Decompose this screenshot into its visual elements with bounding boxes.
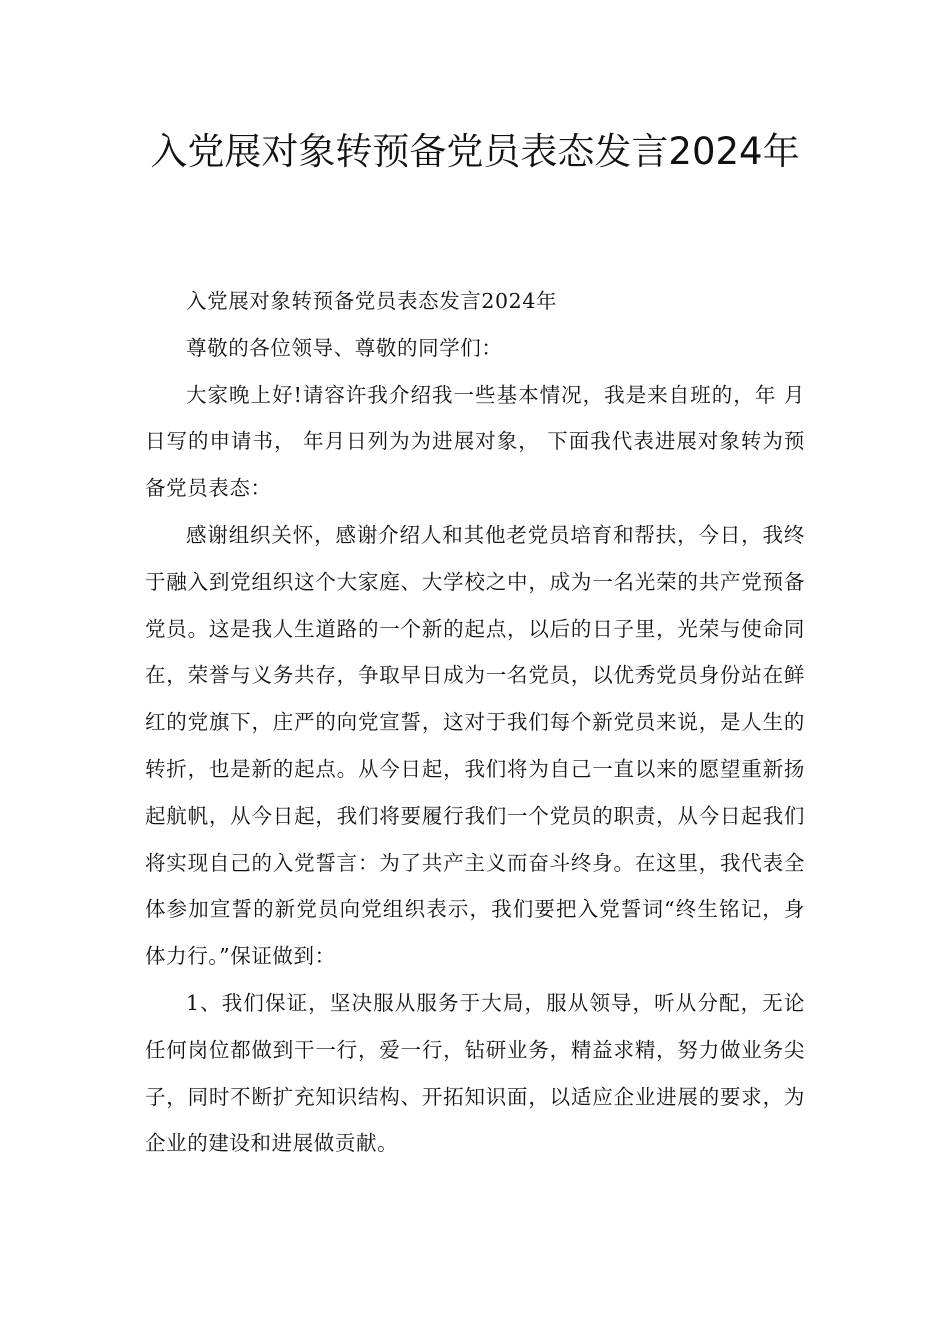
paragraph-gratitude: 感谢组织关怀，感谢介绍人和其他老党员培育和帮扶，今日，我终于融入到党组织这个大家庭、大学校之中，成为一名光荣的共产党预备党员。这是我人生道路的一个新的起点，以后的日子里，光荣与使命同在，荣誉与义务共存，争取早日成为一名党员，以优秀党员身份站在鲜红的党旗下，庄严的向党宣誓，这对于我们每个新党员来说，是人生的转折，也是新的起点。从今日起，我们将为自己一直以来的愿望重新扬起航帆，从今日起，我们将要履行我们一个党员的职责，从今日起我们将实现自己的入党誓言：为了共产主义而奋斗终身。在这里，我代表全体参加宣誓的新党员向党组织表示，我们要把入党誓词“终生铭记，身体力行。”保证做到： <box>145 522 805 969</box>
paragraph-heading-repeat: 入党展对象转预备党员表态发言2024年 <box>186 289 558 313</box>
paragraph-introduction: 大家晚上好!请容许我介绍我一些基本情况，我是来自班的，年 月 日写的申请书， 年月日列为为进展对象， 下面我代表进展对象转为预备党员表态： <box>145 382 805 501</box>
document-body <box>145 278 805 1167</box>
document-title: 入党展对象转预备党员表态发言2024年 <box>150 130 800 173</box>
paragraph-salutation: 尊敬的各位领导、尊敬的同学们： <box>186 335 503 360</box>
paragraph-pledge-1: 1、我们保证，坚决服从服务于大局，服从领导，听从分配，无论任何岗位都做到干一行，爱一行，钻研业务，精益求精，努力做业务尖子，同时不断扩充知识结构、开拓知识面，以适应企业进展的要求，为企业的建设和进展做贡献。 <box>145 990 805 1156</box>
